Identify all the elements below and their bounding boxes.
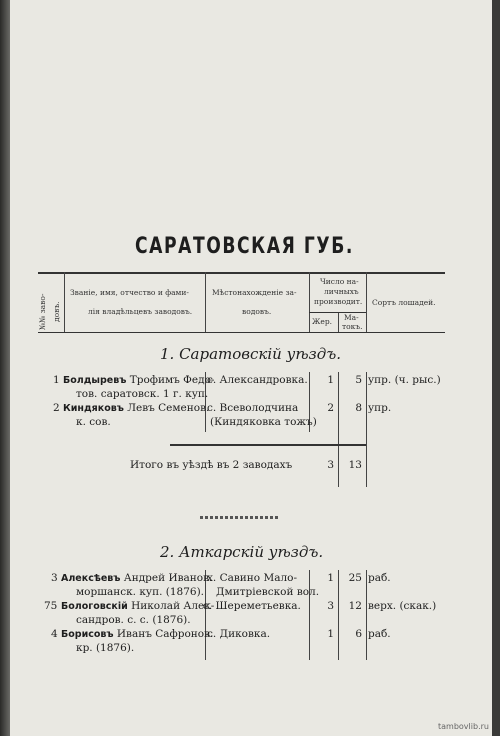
header-bottom-rule [38, 332, 445, 333]
ornament-divider [200, 516, 280, 519]
table-row-breed: раб. [368, 628, 391, 640]
table-row-mares: 25 [348, 572, 362, 584]
s1-col-divider-3 [338, 372, 339, 487]
table-row-mares: 8 [355, 402, 362, 414]
header-owner-1: Званіе, имя, отчество и фами- [70, 288, 189, 297]
table-row-no: 1 [53, 374, 60, 386]
table-row-owner: Киндяковъ Левъ Семенов. [63, 402, 210, 414]
header-count-1: Число на- [320, 277, 359, 286]
table-row-no: 2 [53, 402, 60, 414]
page-title: САРАТОВСКАЯ ГУБ. [135, 234, 354, 259]
header-divider-3 [309, 272, 310, 332]
header-breed: Сортъ лошадей. [372, 298, 436, 307]
table-row-location: с. Александровка. [207, 374, 308, 386]
header-count-3: производит. [314, 297, 363, 306]
header-divider-4 [366, 272, 367, 332]
table-row-breed: упр. (ч. рыс.) [368, 374, 441, 386]
header-count-2: личныхъ [324, 287, 359, 296]
header-top-rule [38, 272, 445, 274]
total-rule [170, 444, 366, 446]
s2-col-divider-3 [338, 570, 339, 660]
table-row-stallions: 1 [327, 374, 334, 386]
page-shadow [0, 0, 10, 736]
table-row-stallions: 1 [327, 572, 334, 584]
header-divider-2 [205, 272, 206, 332]
table-row-owner-line2: к. сов. [76, 416, 111, 428]
table-row-owner: Алексѣевъ Андрей Иванов. [61, 572, 213, 584]
table-row-location-line2: Дмитріевской вол. [216, 586, 320, 598]
table-row-location-line2: (Киндяковка тожъ) [210, 416, 317, 428]
header-location-2: водовъ. [242, 307, 272, 316]
table-row-stallions: 2 [327, 402, 334, 414]
header-num: №№ заво- [38, 293, 47, 330]
table-row-breed: раб. [368, 572, 391, 584]
header-stallions: Жер. [312, 317, 333, 326]
table-row-owner-line2: кр. (1876). [76, 642, 135, 654]
table-row-stallions: 1 [327, 628, 334, 640]
table-row-mares: 12 [348, 600, 362, 612]
table-row-owner: Борисовъ Иванъ Сафронов. [61, 628, 214, 640]
header-mares-2: токъ. [342, 322, 363, 331]
table-row-owner: Бологовскій Николай Алек- [61, 600, 215, 612]
table-row-breed: упр. [368, 402, 392, 414]
table-row-location: с. Всеволодчина [207, 402, 299, 414]
table-row-breed: верх. (скак.) [368, 600, 437, 612]
s2-col-divider-2 [309, 570, 310, 660]
header-num-2: довъ. [52, 301, 61, 322]
section-title-2: 2. Аткарскій уѣздъ. [160, 543, 324, 561]
table-row-location: с. Шереметьевка. [203, 600, 301, 612]
table-row-no: 4 [51, 628, 58, 640]
table-row-no: 3 [51, 572, 58, 584]
table-row-no: 75 [44, 600, 58, 612]
header-mares-1: Ма- [344, 313, 359, 322]
total-stallions: 3 [327, 459, 334, 471]
s2-col-divider-4 [366, 570, 367, 660]
header-divider-1 [64, 272, 65, 332]
table-row-owner-line2: моршанск. куп. (1876). [76, 586, 205, 598]
header-divider-5 [338, 312, 339, 332]
table-row-stallions: 3 [327, 600, 334, 612]
total-label: Итого въ уѣздѣ въ 2 заводахъ [130, 459, 293, 471]
table-row-owner-line2: тов. саратовск. 1 г. куп. [76, 388, 209, 400]
header-location-1: Мѣстонахожденіе за- [212, 288, 297, 297]
table-row-location: х. Савино Мало- [207, 572, 298, 584]
table-row-mares: 6 [355, 628, 362, 640]
watermark: tambovlib.ru [438, 722, 489, 731]
header-owner-2: лія владѣльцевъ заводовъ. [88, 307, 193, 316]
section-title-1: 1. Саратовскій уѣздъ. [160, 345, 342, 363]
s1-col-divider-4 [366, 372, 367, 487]
table-row-owner-line2: сандров. с. с. (1876). [76, 614, 191, 626]
table-row-location: с. Диковка. [207, 628, 271, 640]
total-mares: 13 [348, 459, 362, 471]
table-row-owner: Болдыревъ Трофимъ Федо- [63, 374, 215, 386]
table-row-mares: 5 [355, 374, 362, 386]
